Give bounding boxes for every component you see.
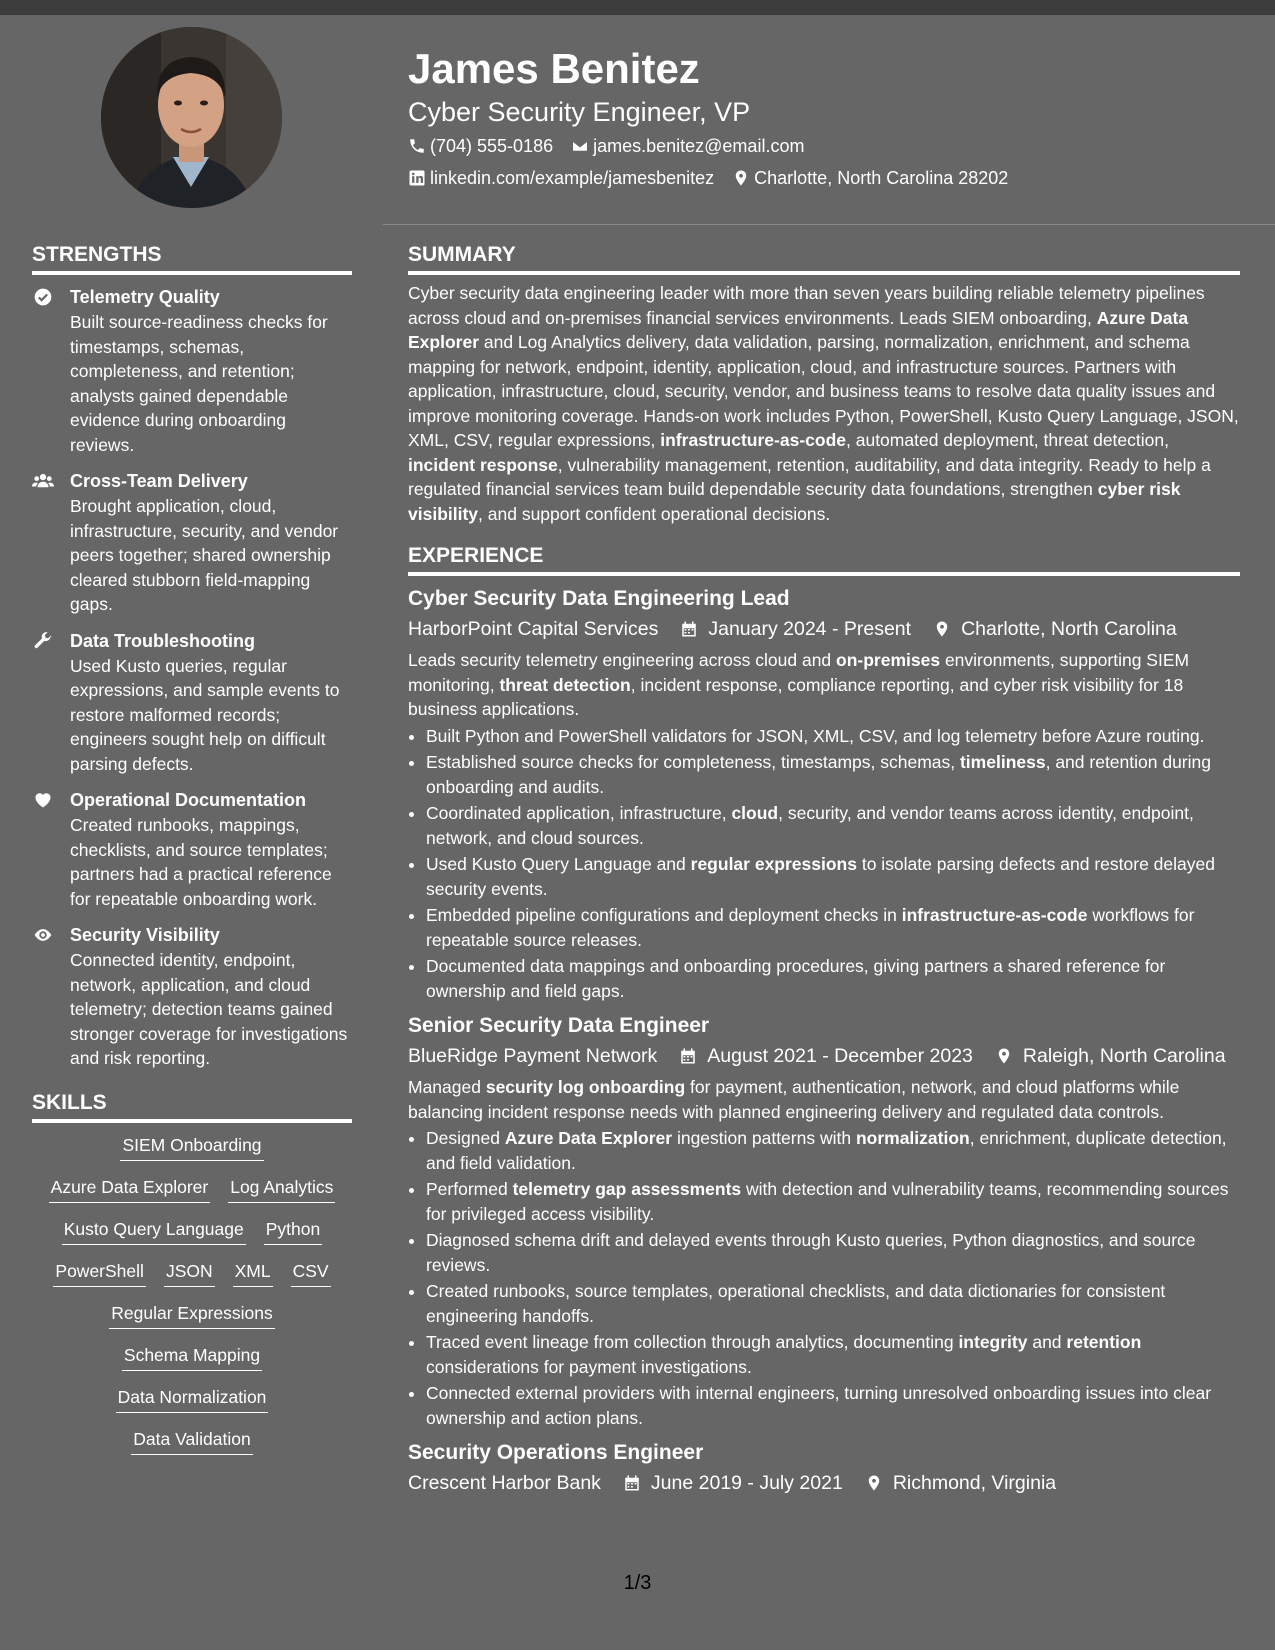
job-title: Cyber Security Data Engineering Lead — [408, 587, 790, 610]
candidate-name: James Benitez — [408, 45, 700, 92]
job-company: Crescent Harbor Bank — [408, 1472, 601, 1494]
jobs-list — [408, 584, 1240, 1498]
calendar-icon — [680, 619, 698, 639]
skill-row — [32, 1343, 352, 1371]
linkedin-text: linkedin.com/example/jamesbenitez — [430, 168, 715, 188]
location-text: Charlotte, North Carolina 28202 — [754, 168, 1009, 188]
skill-row — [32, 1217, 352, 1245]
job-bullet: • Diagnosed schema drift and delayed events through Kusto queries, Python diagnostics, and source reviews. — [426, 1228, 1240, 1277]
skill-tag: Data Normalization — [116, 1385, 269, 1413]
job-bullet: • Established source checks for completeness, timestamps, schemas, timeliness, and retention during onboarding and audits. — [426, 750, 1240, 799]
strengths-heading: STRENGTHS — [32, 241, 352, 275]
strength-desc: Connected identity, endpoint, network, application, and cloud telemetry; detection teams gained stronger coverage for investigations and risk reporting. — [70, 950, 348, 1068]
skill-tag: Log Analytics — [228, 1175, 335, 1203]
job-bullets — [408, 1126, 1240, 1430]
strength-title: Security Visibility — [70, 925, 220, 945]
skill-row — [32, 1427, 352, 1455]
job-location: Raleigh, North Carolina — [1022, 1045, 1226, 1067]
strength-desc: Created runbooks, mappings, checklists, and source templates; partners had a practical reference for repeatable onboarding work. — [70, 815, 332, 909]
contact-row-2 — [408, 166, 1026, 190]
job-dates: June 2019 - July 2021 — [650, 1472, 843, 1494]
users-icon — [32, 471, 54, 491]
job-bullet: • Documented data mappings and onboarding procedures, giving partners a shared reference for ownership and field gaps. — [426, 954, 1240, 1003]
job-bullet: • Coordinated application, infrastructure, cloud, security, and vendor teams across identity, endpoint, network, and cloud sources. — [426, 801, 1240, 850]
skill-tag: PowerShell — [53, 1259, 146, 1287]
summary-text: Cyber security data engineering leader with more than seven years building reliable telemetry pipelines across cloud and on-premises financial services environments. Leads SIEM onboarding, Azure Data Explorer and Log Analytics delivery, data validation, parsing, normalization, enrichment, and schema mapping for network, endpoint, identity, application, cloud, and infrastructure sources. Partners with application, infrastructure, cloud, security, vendor, and business teams to resolve data quality issues and improve monitoring coverage. Hands-on work includes Python, PowerShell, Kusto Query Language, JSON, XML, CSV, regular expressions, infrastructure-as-code, automated deployment, threat detection, incident response, vulnerability management, retention, auditability, and data integrity. Ready to help a regulated financial services team build dependable security data foundations, strengthen cyber risk visibility, and support confident operational decisions. — [408, 283, 1239, 524]
heart-icon — [32, 790, 54, 810]
strength-desc: Used Kusto queries, regular expressions, and sample events to restore malformed records; engineers sought help on difficult parsing defects. — [70, 655, 340, 774]
job-bullets — [408, 724, 1240, 1004]
strength-title: Data Troubleshooting — [70, 630, 256, 651]
skill-row — [32, 1175, 352, 1203]
job-summary: Leads security telemetry engineering across cloud and on-premises environments, supporting SIEM monitoring, threat detection, incident response, compliance reporting, and cyber risk visibility for 18 business applications. — [408, 650, 1190, 719]
page-number: 1/3 — [623, 1572, 652, 1594]
phone-contact[interactable] — [408, 134, 553, 158]
phone-text: (704) 555-0186 — [430, 136, 554, 156]
skills-heading: SKILLS — [32, 1089, 352, 1123]
linkedin-contact[interactable] — [408, 166, 714, 190]
check-circle-icon — [32, 287, 54, 307]
calendar-icon — [679, 1046, 697, 1066]
skill-tag: Python — [264, 1217, 322, 1245]
job-dates: August 2021 - December 2023 — [707, 1045, 973, 1067]
strength-title: Cross-Team Delivery — [70, 471, 248, 491]
skill-row — [32, 1385, 352, 1413]
wrench-icon — [32, 631, 54, 651]
job-bullet: • Used Kusto Query Language and regular expressions to isolate parsing defects and restore delayed security events. — [426, 852, 1240, 901]
summary-heading: SUMMARY — [408, 241, 1240, 275]
calendar-icon — [623, 1473, 641, 1493]
job-entry — [408, 1011, 1240, 1430]
map-pin-icon — [865, 1473, 883, 1493]
top-bar — [0, 0, 1275, 15]
job-bullet: • Built Python and PowerShell validators for JSON, XML, CSV, and log telemetry before Azure routing. — [426, 724, 1240, 749]
left-column — [32, 241, 352, 1455]
experience-heading: EXPERIENCE — [408, 542, 1240, 576]
job-bullet: • Embedded pipeline configurations and deployment checks in infrastructure-as-code workflows for repeatable source releases. — [426, 903, 1240, 952]
job-location: Charlotte, North Carolina — [961, 618, 1177, 640]
skill-tag: JSON — [164, 1259, 215, 1287]
job-company: HarborPoint Capital Services — [408, 618, 659, 640]
job-meta — [408, 1468, 1240, 1498]
envelope-icon — [571, 137, 589, 155]
email-contact[interactable] — [571, 134, 804, 158]
map-pin-icon — [732, 169, 750, 187]
job-meta — [408, 614, 1240, 644]
skill-row — [32, 1301, 352, 1329]
skills-list — [32, 1133, 352, 1455]
right-column — [408, 241, 1240, 1502]
contact-row-1 — [408, 134, 822, 158]
header-divider — [383, 224, 1275, 225]
location-contact — [732, 166, 1008, 190]
eye-icon — [32, 925, 54, 945]
skill-row — [32, 1259, 352, 1287]
skill-tag: CSV — [291, 1259, 331, 1287]
profile-photo — [101, 27, 282, 208]
map-pin-icon — [933, 619, 951, 639]
skill-tag: SIEM Onboarding — [120, 1133, 263, 1161]
job-bullet: • Traced event lineage from collection through analytics, documenting integrity and retention considerations for payment investigations. — [426, 1330, 1240, 1379]
phone-icon — [408, 137, 426, 155]
strength-title: Telemetry Quality — [70, 287, 220, 307]
strength-desc: Brought application, cloud, infrastructure, security, and vendor peers together; shared ownership cleared stubborn field-mapping gaps. — [70, 496, 339, 614]
strength-item — [32, 629, 352, 777]
job-dates: January 2024 - Present — [708, 618, 912, 640]
job-bullet: • Performed telemetry gap assessments with detection and vulnerability teams, recommending sources for privileged access visibility. — [426, 1177, 1240, 1226]
job-entry — [408, 1438, 1240, 1498]
skill-tag: Kusto Query Language — [62, 1217, 246, 1245]
job-title: Senior Security Data Engineer — [408, 1014, 710, 1037]
skill-tag: Regular Expressions — [109, 1301, 274, 1329]
strength-desc: Built source-readiness checks for timestamps, schemas, completeness, and retention; analysts gained dependable evidence during onboarding reviews. — [70, 312, 328, 455]
candidate-title: Cyber Security Engineer, VP — [408, 97, 751, 127]
map-pin-icon — [995, 1046, 1013, 1066]
strength-item — [32, 469, 352, 617]
skill-tag: XML — [233, 1259, 273, 1287]
skill-tag: Schema Mapping — [122, 1343, 262, 1371]
strength-title: Operational Documentation — [70, 790, 307, 810]
skill-tag: Data Validation — [131, 1427, 252, 1455]
job-bullet: • Created runbooks, source templates, operational checklists, and data dictionaries for consistent engineering handoffs. — [426, 1279, 1240, 1328]
strength-item — [32, 923, 352, 1071]
job-company: BlueRidge Payment Network — [408, 1045, 658, 1067]
job-bullet: • Designed Azure Data Explorer ingestion patterns with normalization, enrichment, duplicate detection, and field validation. — [426, 1126, 1240, 1175]
strength-item — [32, 788, 352, 911]
linkedin-icon — [408, 169, 426, 187]
job-summary: Managed security log onboarding for payment, authentication, network, and cloud platforms while balancing incident response needs with planned engineering delivery and regulated data controls. — [408, 1077, 1180, 1122]
job-entry — [408, 584, 1240, 1003]
email-text: james.benitez@email.com — [593, 136, 805, 156]
job-title: Security Operations Engineer — [408, 1441, 704, 1464]
job-meta — [408, 1041, 1240, 1071]
strength-item — [32, 285, 352, 457]
experience-section — [408, 542, 1240, 1498]
skills-section — [32, 1089, 352, 1455]
skill-tag: Azure Data Explorer — [49, 1175, 211, 1203]
job-location: Richmond, Virginia — [892, 1472, 1057, 1494]
skill-row — [32, 1133, 352, 1161]
job-bullet: • Connected external providers with internal engineers, turning unresolved onboarding issues into clear ownership and action plans. — [426, 1381, 1240, 1430]
